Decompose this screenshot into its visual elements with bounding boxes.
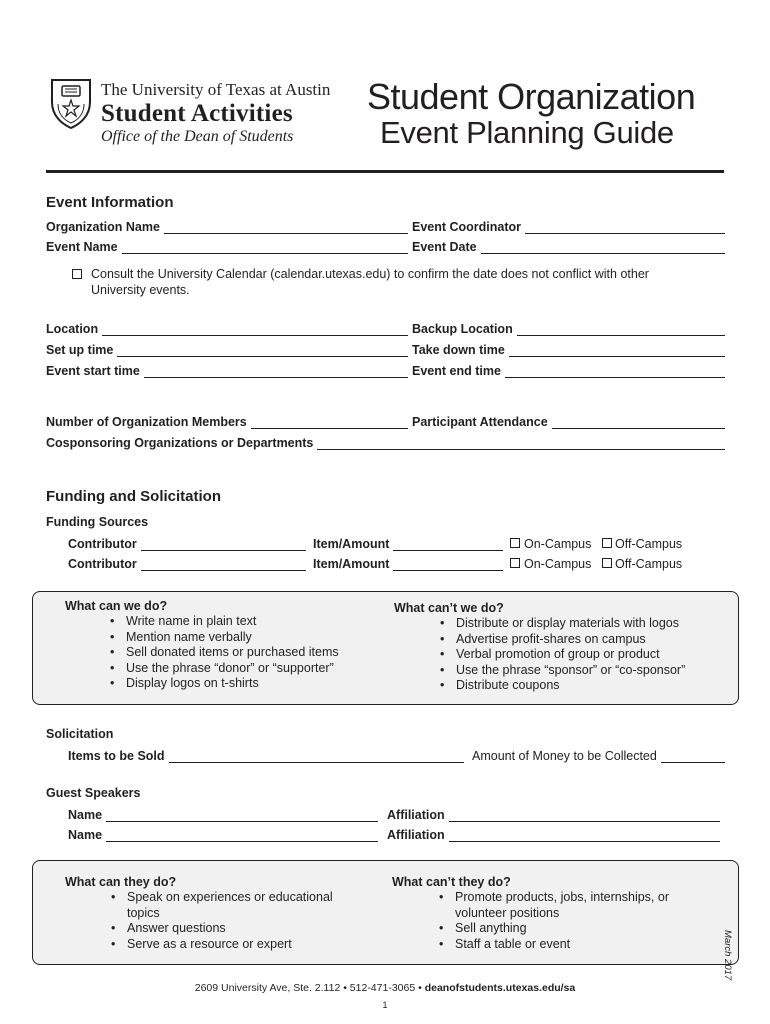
speakers-cant-list	[439, 890, 689, 952]
backup-location-label: Backup Location	[412, 322, 513, 336]
speakers-can-heading: What can they do?	[65, 875, 177, 889]
take-down-time-label: Take down time	[412, 343, 505, 357]
contributor-field-1[interactable]	[68, 537, 306, 551]
items-to-be-sold-field[interactable]	[68, 749, 464, 763]
funding-cant-heading: What can’t we do?	[394, 601, 504, 615]
participant-attendance-field[interactable]	[412, 415, 725, 429]
event-coordinator-label: Event Coordinator	[412, 220, 522, 234]
list-item: • Promote products, jobs, internships, or volunteer positions	[439, 890, 689, 921]
page-number: 1	[382, 1000, 388, 1010]
off-campus-checkbox-2[interactable]	[602, 558, 612, 568]
off-campus-label: Off-Campus	[615, 537, 683, 551]
speaker-affiliation-label: Affiliation	[387, 808, 445, 822]
off-campus-checkbox-1[interactable]	[602, 538, 612, 548]
event-name-field[interactable]	[46, 240, 408, 254]
funding-sources-heading: Funding Sources	[46, 515, 149, 529]
on-campus-label: On-Campus	[524, 537, 592, 551]
organization-members-field[interactable]	[46, 415, 408, 429]
list-item: • Mention name verbally	[110, 630, 380, 646]
contributor-label: Contributor	[68, 537, 137, 551]
footer-address: 2609 University Ave, Ste. 2.112 • 512-471-3065 •	[194, 982, 425, 994]
footer-url-link[interactable]: deanofstudents.utexas.edu/sa	[424, 982, 576, 994]
university-seal-logo	[50, 78, 92, 130]
list-item: • Staff a table or event	[439, 937, 689, 953]
header-divider	[46, 170, 724, 173]
location-label: Location	[46, 322, 99, 336]
on-campus-checkbox-1[interactable]	[510, 538, 520, 548]
list-item: • Serve as a resource or expert	[111, 937, 356, 953]
revision-date: March 2017	[722, 930, 733, 981]
list-item: • Distribute coupons	[440, 678, 730, 694]
event-start-time-label: Event start time	[46, 364, 140, 378]
list-item: • Advertise profit-shares on campus	[440, 632, 730, 648]
footer-contact	[0, 982, 770, 994]
speaker-name-field-2[interactable]	[68, 828, 378, 842]
organization-name-label: Organization Name	[46, 220, 160, 234]
speaker-affiliation-field-2[interactable]	[387, 828, 720, 842]
event-date-label: Event Date	[412, 240, 477, 254]
event-date-field[interactable]	[412, 240, 725, 254]
list-item: • Verbal promotion of group or product	[440, 647, 730, 663]
event-end-time-label: Event end time	[412, 364, 501, 378]
list-item: • Answer questions	[111, 921, 356, 937]
list-item: • Display logos on t-shirts	[110, 676, 380, 692]
item-amount-field-1[interactable]	[313, 537, 503, 551]
backup-location-field[interactable]	[412, 322, 725, 336]
guest-speakers-heading: Guest Speakers	[46, 786, 141, 800]
speakers-cant-heading: What can’t they do?	[392, 875, 511, 889]
funding-cant-list	[440, 616, 730, 694]
amount-collected-field[interactable]	[472, 749, 725, 763]
event-coordinator-field[interactable]	[412, 220, 725, 234]
item-amount-label: Item/Amount	[313, 557, 390, 571]
organization-members-label: Number of Organization Members	[46, 415, 247, 429]
speaker-affiliation-field-1[interactable]	[387, 808, 720, 822]
department-name: Student Activities	[101, 100, 293, 127]
speaker-name-label: Name	[68, 828, 103, 842]
office-name: Office of the Dean of Students	[101, 128, 294, 145]
set-up-time-label: Set up time	[46, 343, 114, 357]
list-item: • Use the phrase “donor” or “supporter”	[110, 661, 380, 677]
funding-can-list	[110, 614, 380, 692]
amount-collected-label: Amount of Money to be Collected	[472, 749, 657, 763]
cosponsoring-label: Cosponsoring Organizations or Departments	[46, 436, 314, 450]
calendar-check-checkbox[interactable]	[72, 269, 82, 279]
section-heading-funding: Funding and Solicitation	[46, 488, 221, 505]
participant-attendance-label: Participant Attendance	[412, 415, 548, 429]
speaker-name-field-1[interactable]	[68, 808, 378, 822]
organization-name-field[interactable]	[46, 220, 408, 234]
page-title-line1: Student Organization	[367, 76, 696, 117]
university-name: The University of Texas at Austin	[101, 80, 331, 99]
location-field[interactable]	[46, 322, 408, 336]
speaker-affiliation-label: Affiliation	[387, 828, 445, 842]
on-campus-label: On-Campus	[524, 557, 592, 571]
off-campus-label: Off-Campus	[615, 557, 683, 571]
funding-can-heading: What can we do?	[65, 599, 168, 613]
list-item: • Sell donated items or purchased items	[110, 645, 380, 661]
event-end-time-field[interactable]	[412, 364, 725, 378]
list-item: • Speak on experiences or educational topics	[111, 890, 356, 921]
contributor-field-2[interactable]	[68, 557, 306, 571]
speakers-can-list	[111, 890, 356, 952]
item-amount-field-2[interactable]	[313, 557, 503, 571]
list-item: • Use the phrase “sponsor” or “co-sponsor”	[440, 663, 730, 679]
cosponsoring-field[interactable]	[46, 436, 725, 450]
on-campus-checkbox-2[interactable]	[510, 558, 520, 568]
event-name-label: Event Name	[46, 240, 118, 254]
calendar-check-text: Consult the University Calendar (calendar.utexas.edu) to confirm the date does not conflict with other University events.	[91, 267, 649, 297]
solicitation-heading: Solicitation	[46, 727, 114, 741]
list-item: • Distribute or display materials with logos	[440, 616, 730, 632]
list-item: • Write name in plain text	[110, 614, 380, 630]
set-up-time-field[interactable]	[46, 343, 408, 357]
contributor-label: Contributor	[68, 557, 137, 571]
page-title-line2: Event Planning Guide	[380, 115, 674, 150]
speaker-name-label: Name	[68, 808, 103, 822]
item-amount-label: Item/Amount	[313, 537, 390, 551]
items-to-be-sold-label: Items to be Sold	[68, 749, 165, 763]
take-down-time-field[interactable]	[412, 343, 725, 357]
section-heading-event-information: Event Information	[46, 194, 174, 211]
event-start-time-field[interactable]	[46, 364, 408, 378]
list-item: • Sell anything	[439, 921, 689, 937]
